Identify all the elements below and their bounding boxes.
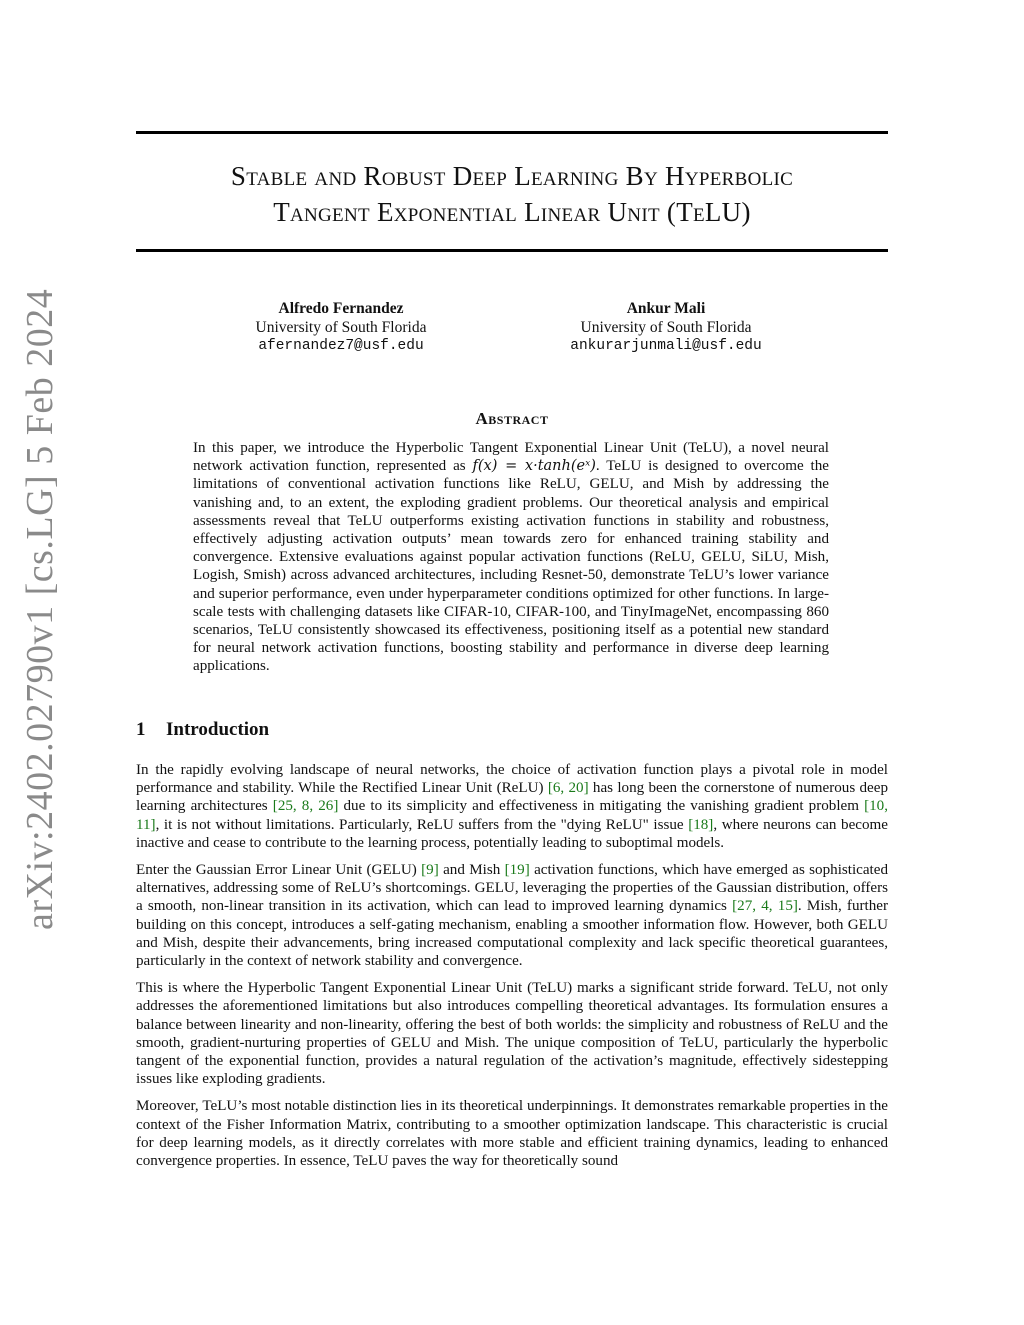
citation-link[interactable]: [6, 20] — [547, 780, 589, 797]
section-number: 1 — [136, 719, 146, 740]
section-title: Introduction — [166, 719, 270, 740]
citation-link[interactable]: [10, 11] — [136, 798, 888, 833]
abstract-text — [193, 439, 829, 676]
author-name: Ankur Mali — [626, 300, 706, 317]
paragraph-1 — [136, 761, 888, 852]
abstract-text-part: In this paper, we introduce the Hyperbolic Tangent Exponential Linear Unit (TeLU), a novel neural network activation function, represented as — [193, 440, 829, 475]
author-email[interactable]: ankurarjunmali@usf.edu — [570, 338, 762, 354]
paper-title — [136, 158, 888, 230]
citation-link[interactable]: [27, 4, 15] — [732, 898, 798, 915]
paragraph-3: This is where the Hyperbolic Tangent Exponential Linear Unit (TeLU) marks a significant stride forward. TeLU, not only addresses the aforementioned limitations but also introduces compelling theoretical advantages. Its formulation ensures a balance between linearity and non-linearity, offering the best of both worlds: the simplicity and robustness of ReLU and the smooth, gradient-nurturing properties of GELU and Mish. The unique composition of TeLU, particularly the hyperbolic tangent of the exponential function, provides a natural regulation of the activation’s magnitude, effectively sidestepping issues like exploding gradients. — [136, 980, 888, 1088]
author-affiliation: University of South Florida — [255, 319, 427, 336]
author-2 — [506, 299, 826, 356]
paragraph-text: has long been the cornerstone of numerous deep learning architectures — [136, 780, 888, 815]
arxiv-identifier: arXiv:2402.02790v1 [cs.LG] 5 Feb 2024 — [19, 288, 61, 930]
abstract-text-part: . TeLU is designed to overcome the limitations of conventional activation functions like ReLU, GELU, and Mish by addressing the vanishing and, to an extent, the exploding gradient problems. Our theoretical analysis and empirical assessments reveal that TeLU outperforms existing activation functions in stability and robustness, effectively adjusting activation outputs’ mean towards zero for enhanced training stability and convergence. Extensive evaluations against popular activation functions (ReLU, GELU, SiLU, Mish, Logish, Smish) across advanced architectures, including Resnet-50, demonstrate TeLU’s lower variance and superior performance, even under hyperparameter conditions optimized for other functions. In large-scale tests with challenging datasets like CIFAR-10, CIFAR-100, and TinyImageNet, encompassing 860 scenarios, TeLU consistently showcased its effectiveness, positioning itself as a potential new standard for neural network activation functions, boosting stability and performance in diverse deep learning applications. — [193, 458, 829, 675]
paragraph-2 — [136, 861, 888, 970]
paragraph-text: Enter the Gaussian Error Linear Unit (GELU) — [136, 862, 422, 879]
paragraph-text: In the rapidly evolving landscape of neural networks, the choice of activation function plays a pivotal role in model performance and stability. While the Rectified Linear Unit (ReLU) — [136, 762, 888, 797]
paragraph-text: . Mish, further building on this concept, introduces a self-gating mechanism, enabling a smoother information flow. However, both GELU and Mish, despite their advancements, bring increased computational complexity and lack specific theoretical guarantees, particularly in the context of network stability and convergence. — [136, 898, 889, 970]
telu-formula: f(x) = x·tanh(eˣ) — [472, 458, 596, 475]
paragraph-text: and Mish — [438, 862, 505, 879]
paragraph-4: Moreover, TeLU’s most notable distinction lies in its theoretical underpinnings. It demonstrates remarkable properties in the context of the Fisher Information Matrix, contributing to a smoother optimization landscape. This characteristic is crucial for deep learning models, as it directly correlates with more stable and efficient training dynamics, leading to enhanced convergence properties. In essence, TeLU paves the way for theoretically sound — [136, 1098, 888, 1170]
author-1 — [181, 299, 501, 356]
title-rule-top — [136, 131, 888, 134]
section-heading-introduction — [136, 719, 269, 741]
title-line-2: Tangent Exponential Linear Unit (TeLU) — [273, 197, 751, 227]
author-email[interactable]: afernandez7@usf.edu — [258, 338, 424, 354]
citation-link[interactable]: [18] — [688, 816, 714, 833]
paragraph-text: , it is not without limitations. Particularly, ReLU suffers from the "dying ReLU" issue — [155, 816, 689, 833]
title-line-1: Stable and Robust Deep Learning By Hyperbolic — [230, 161, 794, 191]
citation-link[interactable]: [25, 8, 26] — [272, 798, 339, 815]
title-rule-bottom — [136, 249, 888, 252]
paragraph-text: , where neurons can become inactive and cease to contribute to the learning process, potentially leading to suboptimal models. — [136, 816, 888, 851]
introduction-body — [136, 761, 888, 1179]
paragraph-text: activation functions, which have emerged as sophisticated alternatives, addressing some of ReLU’s shortcomings. GELU, leveraging the properties of the Gaussian distribution, offers a smooth, non-linear transition in its activation, which can lead to improved learning dynamics — [136, 862, 888, 915]
abstract-heading: Abstract — [475, 409, 549, 428]
author-affiliation: University of South Florida — [580, 319, 752, 336]
author-name: Alfredo Fernandez — [278, 300, 404, 317]
paragraph-text: due to its simplicity and effectiveness in mitigating the vanishing gradient problem — [338, 798, 865, 815]
citation-link[interactable]: [9] — [421, 862, 439, 879]
citation-link[interactable]: [19] — [504, 862, 530, 879]
